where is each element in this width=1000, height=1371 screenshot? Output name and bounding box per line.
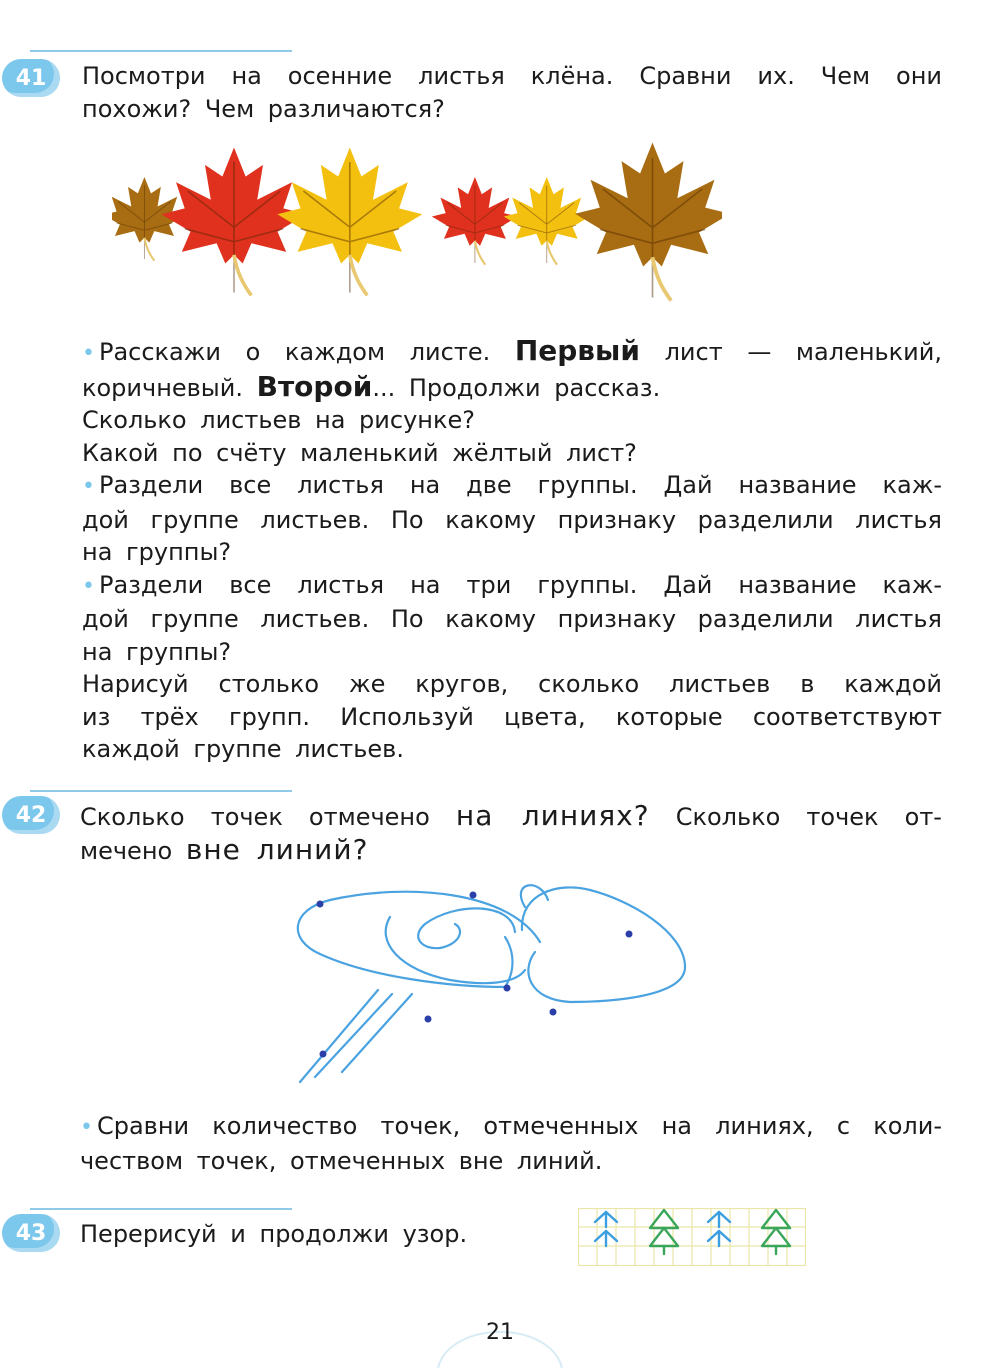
- ex41-task-3-text-1: Раздели все листья на три группы. Дай название каж-: [98, 570, 942, 599]
- dot-on-line: [470, 892, 477, 899]
- bullet-icon: •: [82, 573, 95, 599]
- ex41-task-1-text-b: лист — маленький,: [664, 338, 943, 366]
- ex41-intro-line-1: Посмотри на осенние листья клёна. Сравни их. Чем они: [82, 62, 942, 90]
- ex41-task-1-line-1: [82, 335, 942, 371]
- ex42-compare-text-1: Сравни количество точек, отмеченных на линиях, с коли-: [96, 1112, 942, 1140]
- ex41-question-count: Сколько листьев на рисунке?: [82, 406, 475, 434]
- dot-on-line: [317, 901, 324, 908]
- lines-and-points-figure: [290, 882, 690, 1087]
- ex41-first-bold: Первый: [514, 334, 640, 367]
- dot-on-line: [320, 1051, 327, 1058]
- chevron-pattern-1: [595, 1212, 617, 1246]
- ex41-task-4-line-3: каждой группе листьев.: [82, 735, 404, 763]
- ex42-compare-line-2: чеством точек, отмеченных вне линий.: [80, 1146, 603, 1175]
- maple-leaf-icon: [504, 177, 590, 265]
- ex42-line-1: [80, 800, 942, 834]
- ex41-task-1-text-d: ... Продолжи рассказ.: [372, 373, 661, 402]
- diagonal-line-1: [300, 990, 378, 1082]
- fish-tail-line: [521, 885, 548, 907]
- ex42-on-lines: на линиях?: [455, 799, 650, 832]
- exercise-42-badge: 42: [2, 796, 60, 834]
- fish-shape-line: [522, 887, 685, 1002]
- tree-pattern-2: [762, 1210, 790, 1254]
- ex41-task-2-text-1: Раздели все листья на две группы. Дай название каж-: [98, 471, 942, 499]
- diagonal-line-3: [342, 994, 412, 1072]
- ex41-task-3-line-3: на группы?: [82, 637, 232, 666]
- dot-off-line: [550, 1009, 557, 1016]
- bullet-icon: •: [82, 341, 95, 366]
- bullet-icon: •: [82, 474, 95, 499]
- exercise-42-compare: [80, 1110, 942, 1177]
- ex42-text-b: Сколько точек от-: [675, 803, 942, 831]
- ex41-question-order: Какой по счёту маленький жёлтый лист?: [82, 438, 637, 467]
- maple-leaf-icon: [277, 148, 422, 296]
- ex41-task-4-line-1: Нарисуй столько же кругов, сколько листьев в каждой: [82, 670, 942, 698]
- exercise-43-text: Перерисуй и продолжи узор.: [80, 1220, 468, 1248]
- page-number: 21: [486, 1320, 514, 1345]
- exercise-43-rule: [30, 1208, 292, 1210]
- ex42-text-a: Сколько точек отмечено: [80, 803, 430, 831]
- ex41-second-bold: Второй: [256, 369, 373, 403]
- exercise-41-rule: [30, 50, 292, 52]
- diagonal-line-2: [315, 994, 392, 1077]
- ex41-task-1-line-2: [82, 371, 942, 405]
- exercise-41-tasks: [82, 335, 942, 766]
- ex41-task-2-line-3: на группы?: [82, 538, 232, 566]
- ex42-line-2: [80, 834, 942, 868]
- spiral-line: [418, 908, 515, 948]
- bullet-icon: •: [80, 1115, 93, 1140]
- ex41-task-2-line-2: дой группе листьев. По какому признаку разделили листья: [82, 505, 942, 534]
- ex41-task-2-line-1: [82, 469, 942, 504]
- ex41-task-1-text-c: коричневый.: [82, 373, 243, 402]
- exercise-41-badge: 41: [2, 59, 60, 97]
- exercise-43-badge: 43: [2, 1214, 60, 1252]
- ex41-intro-line-2: похожи? Чем различаются?: [82, 94, 445, 123]
- dot-off-line: [425, 1016, 432, 1023]
- exercise-41-intro: [82, 60, 942, 125]
- ex41-task-1-text-a: Расскажи о каждом листе.: [98, 338, 491, 366]
- ex41-task-4-line-2: из трёх групп. Используй цвета, которые соответствуют: [82, 702, 942, 731]
- pattern-grid: [578, 1208, 806, 1266]
- maple-leaf-icon: [432, 177, 518, 265]
- exercise-42-question: [80, 800, 942, 867]
- ex41-task-3-line-1: [82, 569, 942, 604]
- ex42-off-lines: вне линий?: [185, 832, 369, 866]
- ex41-task-3-line-2: дой группе листьев. По какому признаку разделили листья: [82, 605, 942, 633]
- maple-leaf-icon: [575, 143, 722, 301]
- inner-curve-line: [386, 917, 525, 983]
- ex42-text-c: мечено: [80, 836, 173, 865]
- maple-leaf-icon: [162, 148, 307, 296]
- ex42-compare-line-1: [80, 1110, 942, 1145]
- dot-on-line: [504, 985, 511, 992]
- exercise-42-rule: [30, 790, 292, 792]
- dot-off-line: [626, 931, 633, 938]
- maple-leaves-illustration: [112, 138, 722, 320]
